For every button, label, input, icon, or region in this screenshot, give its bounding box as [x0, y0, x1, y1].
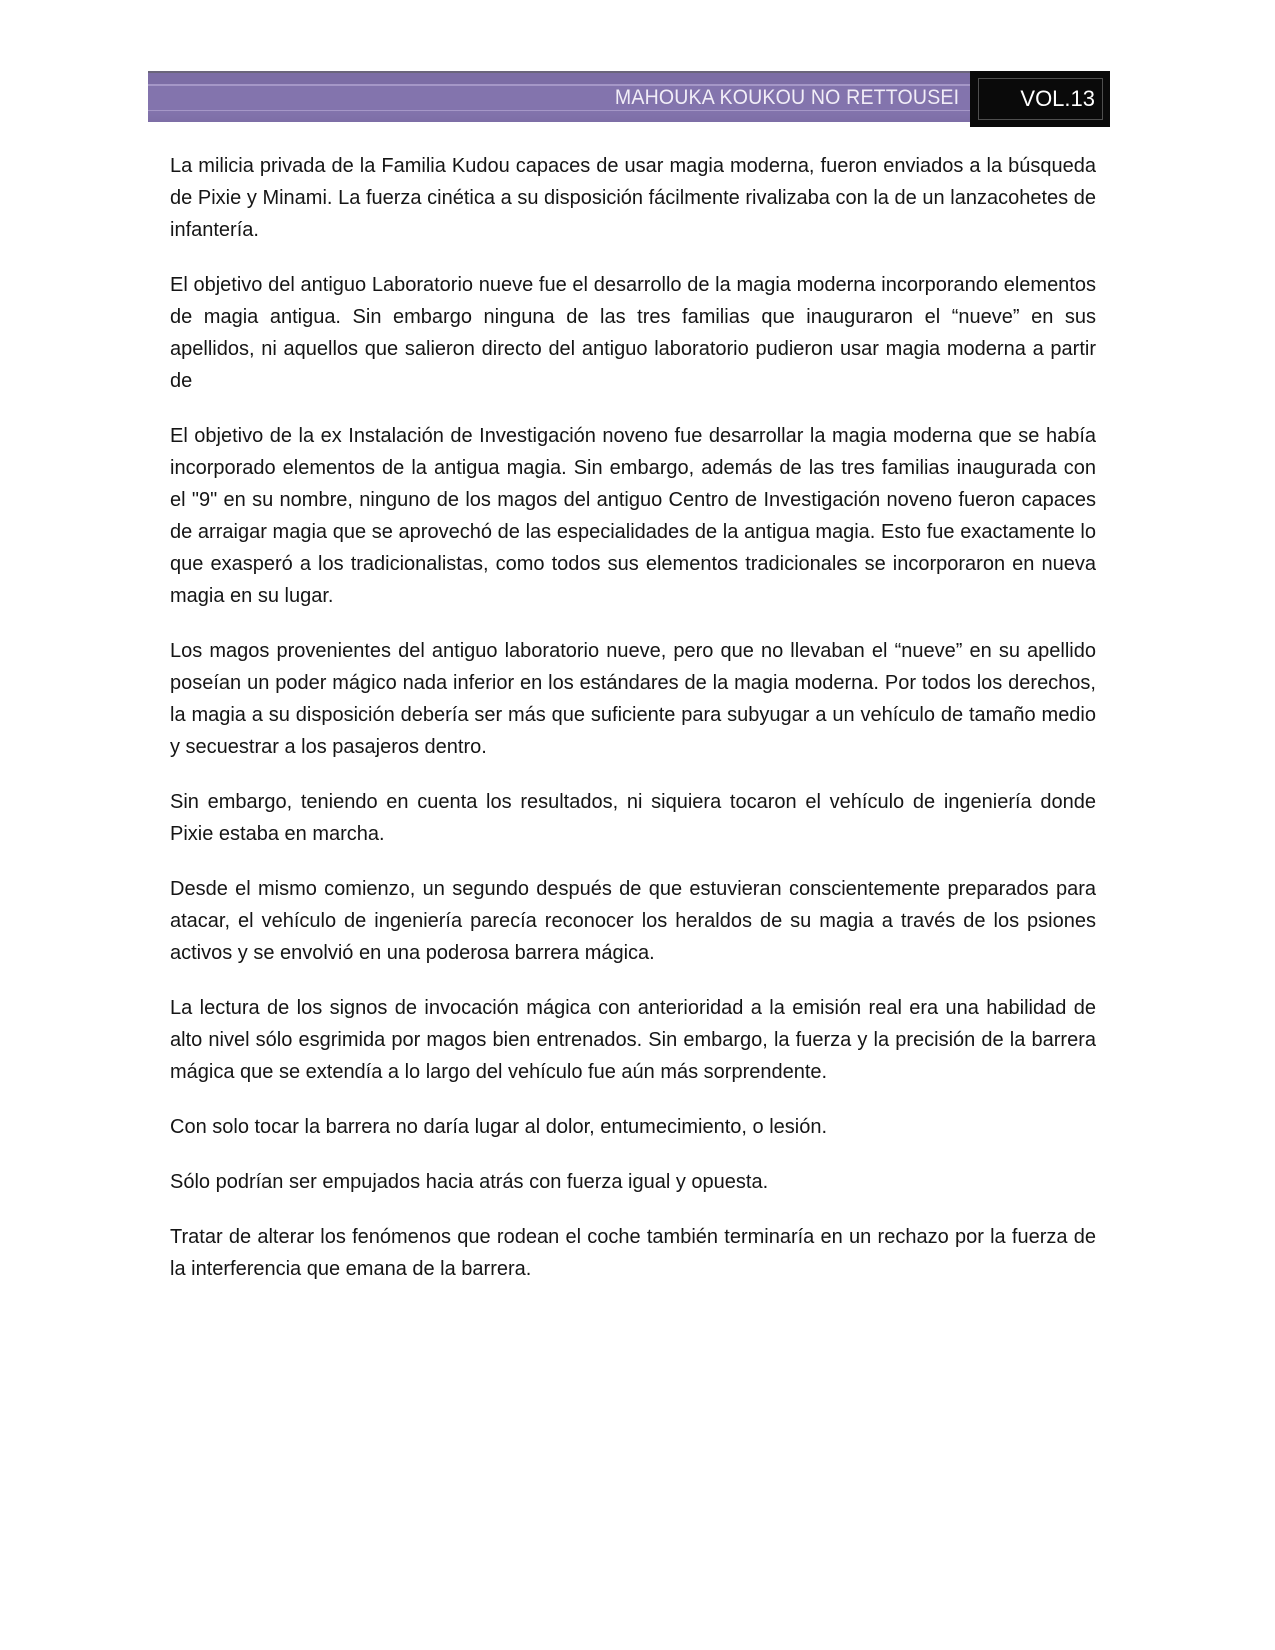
volume-label: VOL.13 [1020, 86, 1095, 111]
document-body [170, 150, 1096, 1308]
header-title: MAHOUKA KOUKOU NO RETTOUSEI [614, 85, 959, 109]
paragraph: Sin embargo, teniendo en cuenta los resultados, ni siquiera tocaron el vehículo de ingeniería donde Pixie estaba en marcha. [170, 791, 1096, 845]
paragraph: Sólo podrían ser empujados hacia atrás con fuerza igual y opuesta. [170, 1171, 769, 1193]
paragraph: El objetivo de la ex Instalación de Investigación noveno fue desarrollar la magia moderna que se había incorporado elementos de la antigua magia. Sin embargo, además de las tres familias inaugurada con el "9" en su nombre, ninguno de los magos del antiguo Centro de Investigación noveno fueron capaces de arraigar magia que se aprovechó de las especialidades de la antigua magia. Esto fue exactamente lo que exasperó a los tradicionalistas, como todos sus elementos tradicionales se incorporaron en nueva magia en su lugar. [170, 425, 1096, 607]
paragraph: Desde el mismo comienzo, un segundo después de que estuvieran conscientemente preparados para atacar, el vehículo de ingeniería parecía reconocer los heraldos de su magia a través de los psiones activos y se envolvió en una poderosa barrera mágica. [170, 878, 1096, 964]
volume-badge [970, 71, 1110, 127]
paragraph: Con solo tocar la barrera no daría lugar al dolor, entumecimiento, o lesión. [170, 1116, 828, 1138]
paragraph: Tratar de alterar los fenómenos que rodean el coche también terminaría en un rechazo por la fuerza de la interferencia que emana de la barrera. [170, 1226, 1096, 1280]
paragraph: Los magos provenientes del antiguo laboratorio nueve, pero que no llevaban el “nueve” en su apellido poseían un poder mágico nada inferior en los estándares de la magia moderna. Por todos los derechos, la magia a su disposición debería ser más que suficiente para subyugar a un vehículo de tamaño medio y secuestrar a los pasajeros dentro. [170, 640, 1096, 758]
paragraph: La milicia privada de la Familia Kudou capaces de usar magia moderna, fueron enviados a la búsqueda de Pixie y Minami. La fuerza cinética a su disposición fácilmente rivalizaba con la de un lanzacohetes de infantería. [170, 155, 1096, 241]
header-title-bar [148, 71, 970, 122]
paragraph: La lectura de los signos de invocación mágica con anterioridad a la emisión real era una habilidad de alto nivel sólo esgrimida por magos bien entrenados. Sin embargo, la fuerza y la precisión de la barrera mágica que se extendía a lo largo del vehículo fue aún más sorprendente. [170, 997, 1096, 1083]
paragraph: El objetivo del antiguo Laboratorio nueve fue el desarrollo de la magia moderna incorporando elementos de magia antigua. Sin embargo ninguna de las tres familias que inauguraron el “nueve” en sus apellidos, ni aquellos que salieron directo del antiguo laboratorio pudieron usar magia moderna a partir de [170, 274, 1096, 392]
page-header [148, 71, 1110, 122]
